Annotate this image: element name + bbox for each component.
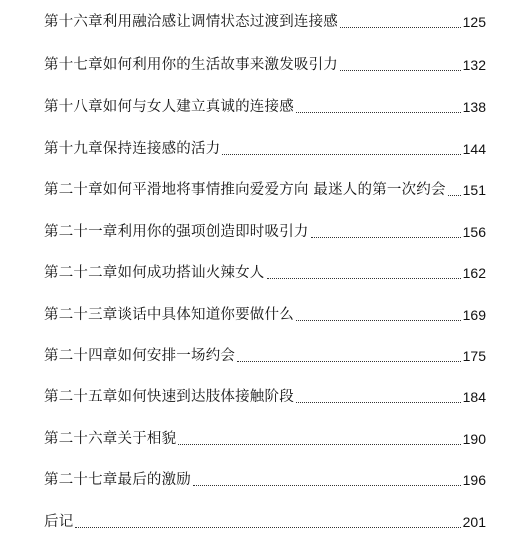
toc-dot-leader [222,153,460,155]
toc-dot-leader [296,319,461,321]
toc-entry-page: 138 [462,99,486,115]
toc-entry[interactable] [44,510,486,532]
toc-entry-title: 第十六章利用融洽感让调情状态过渡到连接感 [44,14,338,30]
toc-entry[interactable] [44,220,486,242]
toc-entry-page: 184 [462,389,486,405]
toc-dot-leader [267,277,461,279]
toc-entry[interactable] [44,178,486,200]
toc-entry-page: 201 [462,514,486,530]
toc-dot-leader [178,443,460,445]
toc-entry[interactable] [44,53,486,75]
toc-entry-title: 第十八章如何与女人建立真诚的连接感 [44,99,294,115]
toc-entry-title: 后记 [44,514,74,530]
toc-entry[interactable] [44,427,486,449]
toc-entry-title: 第二十一章利用你的强项创造即时吸引力 [44,224,309,240]
toc-entry-page: 125 [462,14,486,30]
toc-entry-page: 175 [462,348,486,364]
toc-entry-title: 第十七章如何利用你的生活故事来激发吸引力 [44,57,338,73]
toc-entry-title: 第二十二章如何成功搭讪火辣女人 [44,265,265,281]
toc-entry-title: 第二十章如何平滑地将事情推向爱爱方向 最迷人的第一次约会 [44,182,446,198]
toc-entry-page: 151 [462,182,486,198]
toc-entry[interactable] [44,261,486,283]
toc-entry-page: 190 [462,431,486,447]
toc-entry-page: 156 [462,224,486,240]
toc-entry[interactable] [44,95,486,117]
toc-entry[interactable] [44,303,486,325]
toc-entry-title: 第二十七章最后的激励 [44,472,191,488]
toc-dot-leader [448,194,461,196]
toc-entry-title: 第二十三章谈话中具体知道你要做什么 [44,307,294,323]
toc-dot-leader [237,360,461,362]
toc-dot-leader [311,236,461,238]
toc-dot-leader [296,401,461,403]
toc-entry[interactable] [44,10,486,32]
toc-entry-page: 144 [462,141,486,157]
toc-dot-leader [75,526,460,528]
toc-entry-title: 第十九章保持连接感的活力 [44,141,221,157]
toc-entry-title: 第二十六章关于相貌 [44,431,177,447]
toc-dot-leader [296,111,461,113]
toc-entry-page: 196 [462,472,486,488]
toc-entry-page: 162 [462,265,486,281]
toc-entry[interactable] [44,385,486,407]
toc-entry[interactable] [44,468,486,490]
toc-entry-page: 169 [462,307,486,323]
toc-entry-page: 132 [462,57,486,73]
toc-entry[interactable] [44,137,486,159]
toc-entry[interactable] [44,344,486,366]
toc-entry-title: 第二十四章如何安排一场约会 [44,348,236,364]
toc-dot-leader [340,69,461,71]
toc-dot-leader [340,26,461,28]
toc-dot-leader [193,484,461,486]
toc-entry-title: 第二十五章如何快速到达肢体接触阶段 [44,389,294,405]
